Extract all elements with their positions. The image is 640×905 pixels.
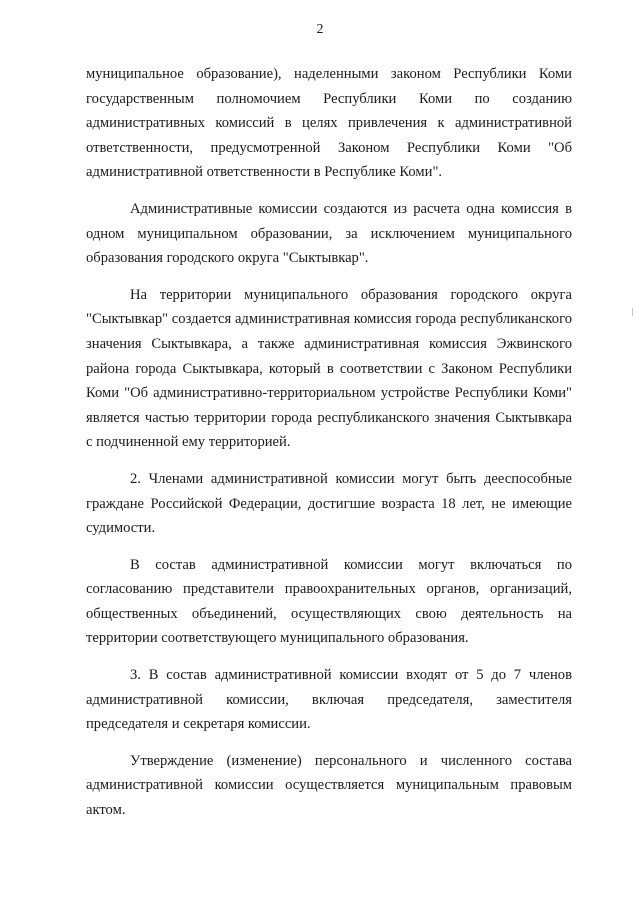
paragraph-approval: Утверждение (изменение) персонального и численного состава административной комиссии осуществляется муниципальным правовым актом. [86,752,572,819]
document-body [86,62,572,823]
paragraph-commission-size: 3. В состав административной комиссии входят от 5 до 7 членов административной комиссии, включая председателя, заместителя председателя и секретаря комиссии. [86,667,572,733]
page-number: 2 [316,22,324,37]
paragraph-commissions-creation: Административные комиссии создаются из расчета одна комиссия в одном муниципальном образовании, за исключением муниципального образования городского округа "Сыктывкар". [86,200,572,267]
paragraph-members-eligibility: 2. Членами административной комиссии могут быть дееспособные граждане Российской Федерации, достигшие возраста 18 лет, не имеющие судимости. [86,470,572,537]
paragraph-continuation: муниципальное образование), наделенными законом Республики Коми государственным полномочием Республики Коми по созданию административных комиссий в целях привлечения к административной ответственности, предусмотренной Законом Республики Коми "Об административной ответственности в Республике Коми". [86,66,572,181]
paragraph-syktyvkar-commissions: На территории муниципального образования городского округа "Сыктывкар" создается административная комиссия города республиканского значения Сыктывкара, а также административная комиссия Эжвинского района города Сыктывкара, который в соответствии с Законом Республики Коми "Об административно-территориальном устройстве Республики Коми" является частью территории города республиканского значения Сыктывкара с подчиненной ему территорией. [86,286,572,451]
paragraph-members-composition: В состав административной комиссии могут включаться по согласованию представители правоохранительных органов, организаций, общественных объединений, осуществляющих свою деятельность на территории соответствующего муниципального образования. [86,556,572,647]
scan-mark [632,308,633,316]
